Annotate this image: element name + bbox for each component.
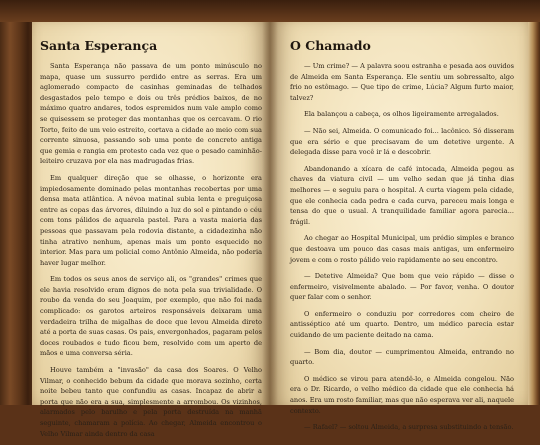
paragraph: — Não sei, Almeida. O comunicado foi... lacônico. Só disseram que era sério e que precisavam de um detetive urgente. A delegada disse para você ir lá e descobrir. (290, 126, 514, 157)
right-page-content (290, 38, 514, 439)
paragraph: Ela balançou a cabeça, os olhos ligeiramente arregalados. (304, 110, 499, 119)
paragraph: O médico se virou para atendê-lo, e Almeida congelou. Não era o Dr. Ricardo, o velho médico da cidade que ele conhecia há anos. Era um rosto familiar, mas que não esperava ver ali, naquele contexto. (290, 374, 514, 415)
right-page[interactable] (270, 22, 528, 432)
paragraph: Ao chegar ao Hospital Municipal, um prédio simples e branco que destoava um pouco das casas mais antigas, um enfermeiro jovem e com o rosto pálido veio rapidamente ao seu encontro. (290, 234, 514, 264)
paragraph: Houve também a "invasão" da casa dos Soares. O Velho Vilmar, o conhecido bebum da cidade que morava sozinho, certa noite bebeu tanto que confundiu as casas. Incapaz de abrir a porta que não era a sua, simplesmente a arrombou. Os vizinhos, alarmados pelo barulho e pela porta destruída na manhã seguinte, chamaram a polícia. Ao chegar, Almeida encontrou o Velho Vilmar ainda dentro da casa (40, 366, 262, 438)
chapter-title: Santa Esperança (40, 38, 158, 53)
book-top-edge (0, 0, 540, 22)
paragraph: Em todos os seus anos de serviço ali, os "grandes" crimes que ele havia resolvido eram dignos de nota pela sua trivialidade. O roubo da venda do seu Joaquim, por exemplo, que não foi nada complicado: os garotos arteiros responsáveis deixaram uma verdadeira trilha de migalhas de doce que levou Almeida direto até a porta de suas casas. Os pais, envergonhados, pagaram pelos doces roubados e tudo ficou bem, resolvido com um aperto de mãos e uma conversa séria. (40, 275, 262, 358)
chapter-title: O Chamado (290, 38, 371, 53)
paragraph: — Detetive Almeida? Que bom que veio rápido — disse o enfermeiro, visivelmente abalado. — Por favor, venha. O doutor quer falar com o senhor. (290, 272, 514, 302)
left-page[interactable] (32, 22, 270, 438)
paragraph: — Um crime? — A palavra soou estranha e pesada aos ouvidos de Almeida em Santa Esperança. Ele sentiu um sobressalto, algo frio no estômago. — Que tipo de crime, Lúcia? Algum furto maior, talvez? (290, 62, 514, 102)
paragraph: Em qualquer direção que se olhasse, o horizonte era impiedosamente dominado pelas montanhas recobertas por uma densa mata atlântica. A névoa matinal subia lenta e preguiçosa entre as copas das árvores, diluindo a luz do sol e pintando o céu com tons pálidos de aquarela pastel. Para a vasta maioria das pessoas que passavam pela rodovia distante, a cidadezinha não tinha atrativo nenhum, apenas mais um ponto esquecido no interior. Mas para um policial como Antônio Almeida, não poderia haver lugar melhor. (40, 173, 262, 267)
left-page-content (40, 38, 262, 445)
paragraph: O enfermeiro o conduziu por corredores com cheiro de antisséptico até um quarto. Dentro, um médico parecia estar cuidando de um paciente deitado na cama. (290, 309, 514, 340)
paragraph: Abandonando a xícara de café intocada, Almeida pegou as chaves da viatura civil — um velho sedan que já tinha dias melhores — e seguiu para o hospital. A curta viagem pela cidade, que ele conhecia cada pedra e cada curva, pareceu mais longa e tensa do que o usual. A tranquilidade familiar agora parecia... frágil. (290, 164, 514, 226)
paragraph: — Rafael? — soltou Almeida, a surpresa substituindo a tensão. (304, 423, 514, 432)
paragraph: Santa Esperança não passava de um ponto minúsculo no mapa, quase um sussurro perdido entre as serras. Era um aglomerado compacto de casinhas geminadas de telhados desgastados pelo tempo e dois ou três prédios baixos, de no máximo quatro andares, todos espremidos num vale amplo como se quisessem se proteger das montanhas que os cercavam. O rio Torto, feito de um veio estreito, cortava a cidade ao meio com sua corrente sinuosa, passando sob uma ponte de concreto antiga que gemia e rangia em protesto cada vez que o pesado caminhão-leiteiro cruzava por ela nas madrugadas frias. (40, 62, 262, 166)
page-stack-edge (528, 22, 540, 405)
paragraph: — Bom dia, doutor — cumprimentou Almeida, entrando no quarto. (290, 347, 514, 367)
